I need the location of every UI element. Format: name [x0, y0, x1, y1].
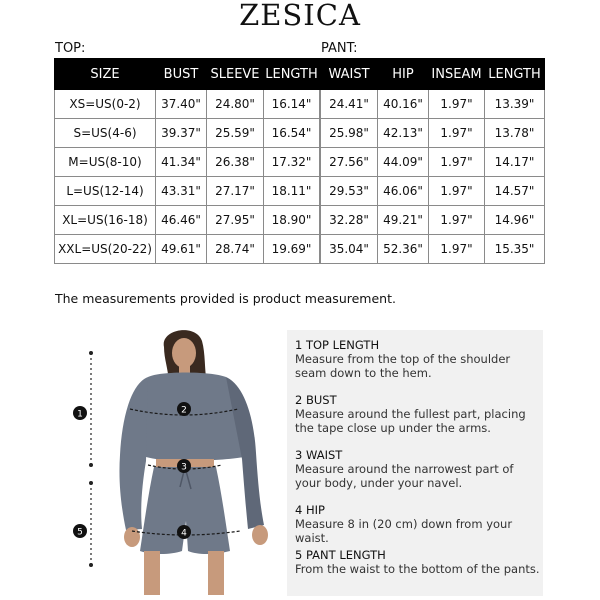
bust-cell: 37.40" — [156, 90, 207, 119]
guide-desc: Measure around the fullest part, placing the tape close up under the arms. — [295, 407, 526, 435]
hip-cell: 49.21" — [378, 206, 429, 235]
marker-3 — [177, 459, 191, 473]
sleeve-cell: 27.17" — [207, 177, 264, 206]
waist-cell: 24.41" — [321, 90, 378, 119]
inseam-cell: 1.97" — [429, 119, 485, 148]
guide-title: 2 BUST — [295, 393, 337, 407]
marker-2 — [177, 402, 191, 416]
top-length-cell: 19.69" — [264, 235, 320, 264]
hip-cell: 44.09" — [378, 148, 429, 177]
size-cell: L=US(12-14) — [55, 177, 156, 206]
table-row — [321, 235, 545, 264]
size-cell: S=US(4-6) — [55, 119, 156, 148]
pant-header-row — [321, 59, 545, 90]
table-row — [55, 148, 320, 177]
guide-title: 1 TOP LENGTH — [295, 338, 380, 352]
pant-header-inseam: INSEAM — [429, 59, 485, 90]
inseam-cell: 1.97" — [429, 90, 485, 119]
top-header-row — [55, 59, 320, 90]
svg-text:2: 2 — [181, 405, 187, 416]
waist-cell: 27.56" — [321, 148, 378, 177]
size-cell: XXL=US(20-22) — [55, 235, 156, 264]
sleeve-cell: 24.80" — [207, 90, 264, 119]
marker-4 — [177, 525, 191, 539]
model-right-hand — [252, 525, 268, 545]
bust-cell: 41.34" — [156, 148, 207, 177]
pant-header-hip: HIP — [378, 59, 429, 90]
guide-desc: From the waist to the bottom of the pants. — [295, 562, 540, 576]
hip-cell: 42.13" — [378, 119, 429, 148]
table-row — [321, 148, 545, 177]
top-length-cell: 16.14" — [264, 90, 320, 119]
top-header-length: LENGTH — [264, 59, 320, 90]
waist-cell: 35.04" — [321, 235, 378, 264]
guide-waist — [295, 448, 540, 490]
guide-pant-length — [295, 548, 540, 576]
guide-bust — [295, 393, 540, 435]
size-cell: M=US(8-10) — [55, 148, 156, 177]
guide-title: 3 WAIST — [295, 448, 343, 462]
svg-text:4: 4 — [181, 528, 187, 539]
hip-cell: 46.06" — [378, 177, 429, 206]
table-row — [55, 119, 320, 148]
sleeve-cell: 25.59" — [207, 119, 264, 148]
table-row — [321, 90, 545, 119]
model-left-hand — [124, 527, 140, 547]
hip-cell: 40.16" — [378, 90, 429, 119]
pant-length-cell: 14.57" — [485, 177, 545, 206]
top-header-bust: BUST — [156, 59, 207, 90]
size-cell: XL=US(16-18) — [55, 206, 156, 235]
model-figure — [60, 325, 295, 595]
top-length-cell: 16.54" — [264, 119, 320, 148]
inseam-cell: 1.97" — [429, 177, 485, 206]
model-left-leg — [144, 551, 160, 595]
bust-cell: 39.37" — [156, 119, 207, 148]
table-row — [55, 177, 320, 206]
bust-cell: 49.61" — [156, 235, 207, 264]
guide-desc: Measure from the top of the shoulder seam down to the hem. — [295, 352, 511, 380]
top-length-cell: 18.90" — [264, 206, 320, 235]
guide-desc: Measure around the narrowest part of your body, under your navel. — [295, 462, 514, 490]
model-right-leg — [208, 551, 224, 595]
table-row — [321, 206, 545, 235]
pant-label: PANT: — [321, 41, 358, 56]
pant-header-length: LENGTH — [485, 59, 545, 90]
bust-cell: 43.31" — [156, 177, 207, 206]
guide-hip — [295, 503, 540, 545]
svg-text:3: 3 — [181, 462, 187, 473]
pant-size-table — [320, 58, 545, 264]
top-header-size: SIZE — [55, 59, 156, 90]
guide-top-length — [295, 338, 540, 380]
waist-cell: 25.98" — [321, 119, 378, 148]
pant-length-cell: 14.17" — [485, 148, 545, 177]
table-row — [321, 119, 545, 148]
inseam-cell: 1.97" — [429, 206, 485, 235]
pant-length-cell: 13.78" — [485, 119, 545, 148]
table-row — [55, 206, 320, 235]
brand-logo: ZESICA — [239, 0, 361, 32]
hip-cell: 52.36" — [378, 235, 429, 264]
sleeve-cell: 28.74" — [207, 235, 264, 264]
marker-5 — [73, 524, 87, 538]
table-row — [55, 90, 320, 119]
guide-title: 4 HIP — [295, 503, 325, 517]
svg-text:1: 1 — [77, 409, 83, 420]
measurement-note: The measurements provided is product measurement. — [55, 291, 396, 306]
inseam-cell: 1.97" — [429, 148, 485, 177]
pant-length-cell: 15.35" — [485, 235, 545, 264]
svg-text:5: 5 — [77, 527, 83, 538]
top-size-table — [54, 58, 320, 264]
sleeve-cell: 27.95" — [207, 206, 264, 235]
shorts — [140, 467, 230, 554]
waist-cell: 29.53" — [321, 177, 378, 206]
waist-cell: 32.28" — [321, 206, 378, 235]
guide-title: 5 PANT LENGTH — [295, 548, 386, 562]
model-face — [172, 338, 196, 368]
guide-desc: Measure 8 in (20 cm) down from your waist. — [295, 517, 513, 545]
sleeve-cell: 26.38" — [207, 148, 264, 177]
inseam-cell: 1.97" — [429, 235, 485, 264]
pant-length-cell: 13.39" — [485, 90, 545, 119]
size-cell: XS=US(0-2) — [55, 90, 156, 119]
top-header-sleeve: SLEEVE — [207, 59, 264, 90]
sweater-left-sleeve — [119, 377, 148, 530]
table-row — [321, 177, 545, 206]
pant-length-cell: 14.96" — [485, 206, 545, 235]
pant-header-waist: WAIST — [321, 59, 378, 90]
measurement-guide-panel — [287, 330, 543, 596]
bust-cell: 46.46" — [156, 206, 207, 235]
marker-1 — [73, 406, 87, 420]
table-row — [55, 235, 320, 264]
top-label: TOP: — [55, 41, 86, 56]
top-length-cell: 18.11" — [264, 177, 320, 206]
top-length-cell: 17.32" — [264, 148, 320, 177]
